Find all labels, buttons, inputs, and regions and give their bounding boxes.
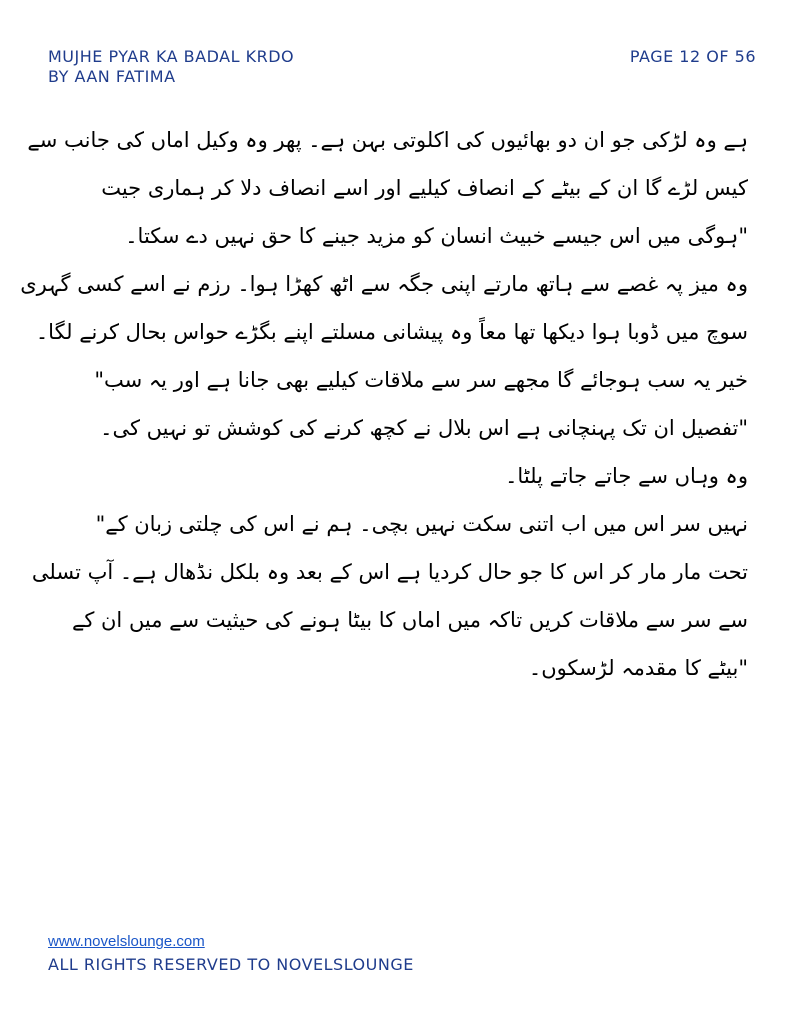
paragraph xyxy=(31,500,748,692)
text-line: سوچ میں ڈوبا ہوا دیکھا تھا معاً وہ پیشانی مسلتے اپنے بگڑے حواس بحال کرنے لگا۔ xyxy=(35,320,748,344)
paragraph xyxy=(44,356,748,452)
text-line: "تفصیل ان تک پہنچانی ہے اس بلال نے کچھ کرنے کی کوشش تو نہیں کی۔ xyxy=(100,416,748,440)
text-line: ہے وہ لڑکی جو ان دو بھائیوں کی اکلوتی بہن ہے۔ پھر وہ وکیل اماں کی جانب سے xyxy=(27,128,748,152)
page-footer xyxy=(48,932,414,976)
novel-title: MUJHE PYAR KA BADAL KRDO xyxy=(48,47,295,66)
rights-notice: ALL RIGHTS RESERVED TO NOVELSLOUNGE xyxy=(48,955,414,974)
text-line: کیس لڑے گا ان کے بیٹے کے انصاف کیلیے اور اسے انصاف دلا کر ہماری جیت xyxy=(101,176,748,200)
text-line: خیر یہ سب ہوجائے گا مجھے سر سے ملاقات کیلیے بھی جانا ہے اور یہ سب" xyxy=(94,368,748,392)
page-number: PAGE 12 OF 56 xyxy=(629,47,756,66)
text-line: "بیٹے کا مقدمہ لڑسکوں۔ xyxy=(528,656,748,680)
story-text xyxy=(20,116,748,692)
text-line: "ہوگی میں اس جیسے خبیث انسان کو مزید جینے کا حق نہیں دے سکتا۔ xyxy=(125,224,748,248)
text-line: سے سر سے ملاقات کریں تاکہ میں اماں کا بیٹا ہونے کی حیثیت سے میں ان کے xyxy=(72,608,748,632)
paragraph xyxy=(27,116,748,260)
paragraph xyxy=(20,260,748,356)
author-name: BY AAN FATIMA xyxy=(48,67,176,86)
text-line: وہ وہاں سے جاتے جاتے پلٹا۔ xyxy=(505,464,748,488)
text-line: نہیں سر اس میں اب اتنی سکت نہیں بچی۔ ہم نے اس کی چلتی زبان کے" xyxy=(95,512,748,536)
text-line: تحت مار مار کر اس کا جو حال کردیا ہے اس کے بعد وہ بلکل نڈھال ہے۔ آپ تسلی xyxy=(31,560,748,584)
paragraph xyxy=(44,452,748,500)
website-link[interactable]: www.novelslounge.com xyxy=(48,933,205,950)
text-line: وہ میز پہ غصے سے ہاتھ مارتے اپنی جگہ سے اٹھ کھڑا ہوا۔ رزم نے اسے کسی گہری xyxy=(20,272,748,296)
